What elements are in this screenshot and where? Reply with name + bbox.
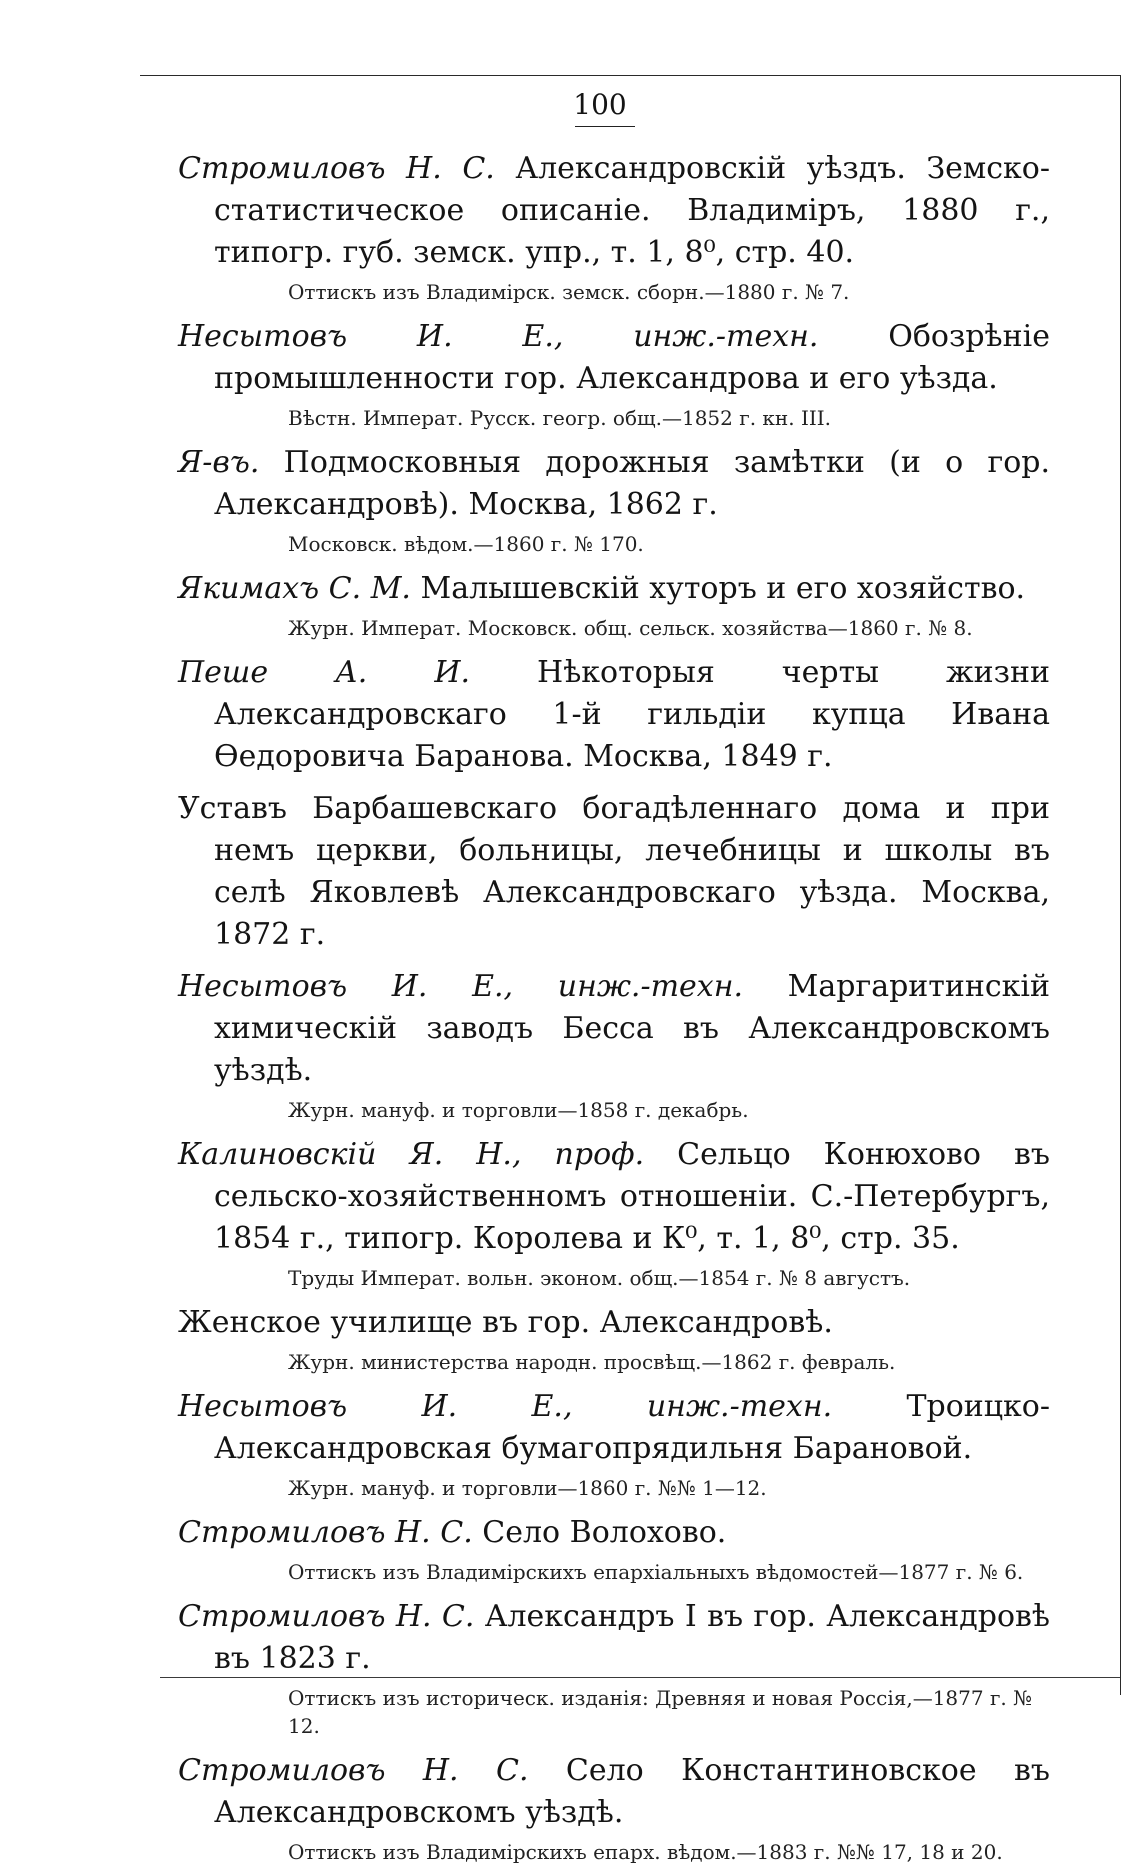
entry-main <box>178 1750 1050 1834</box>
entry-main <box>178 148 1050 274</box>
entry-main <box>178 788 1050 956</box>
entry-source: Журн. Императ. Московск. общ. сельск. хозяйства—1860 г. № 8. <box>288 616 973 640</box>
entry-main <box>178 1302 1050 1344</box>
page-frame-top-rule <box>140 75 1120 76</box>
entry-title: Уставъ Барбашевскаго богадѣленнаго дома и при немъ церкви, больницы, лечебницы и школы въ селѣ Яковлевѣ Александровскаго уѣзда. Москва, 1872 г. <box>178 791 1050 952</box>
entry-main <box>178 1386 1050 1470</box>
entry-title: Село Волохово. <box>472 1515 727 1550</box>
page-frame-right-rule <box>1120 75 1121 1695</box>
entry-source: Оттискъ изъ Владимірскихъ епархіальныхъ вѣдомостей—1877 г. № 6. <box>288 1560 1024 1584</box>
bibliography-entry <box>178 568 1050 642</box>
entry-title: Село Константиновское въ Александровскомъ уѣздѣ. <box>214 1753 1050 1830</box>
bibliography-entry <box>178 1134 1050 1292</box>
entry-title: Нѣкоторыя черты жизни Александровскаго 1-й гильдіи купца Ивана Ѳедоровича Баранова. Москва, 1849 г. <box>214 655 1050 774</box>
entry-source: Оттискъ изъ историческ. изданія: Древняя и новая Россія,—1877 г. № 12. <box>288 1686 1033 1738</box>
bibliography-entry <box>178 966 1050 1124</box>
entry-author: Стромиловъ Н. С. <box>178 151 495 186</box>
entry-main <box>178 442 1050 526</box>
entry-source: Журн. министерства народн. просвѣщ.—1862 г. февраль. <box>288 1350 896 1374</box>
entry-source: Журн. мануф. и торговли—1860 г. №№ 1—12. <box>288 1476 767 1500</box>
entry-main <box>178 1134 1050 1260</box>
entry-source: Оттискъ изъ Владимірскихъ епарх. вѣдом.—1883 г. №№ 17, 18 и 20. <box>288 1840 1003 1864</box>
entry-title: Александръ I въ гор. Александровѣ въ 1823 г. <box>214 1599 1050 1676</box>
bibliography-entry <box>178 148 1050 306</box>
entry-source: Труды Императ. вольн. эконом. общ.—1854 г. № 8 августъ. <box>288 1266 911 1290</box>
entry-title: Женское училище въ гор. Александровѣ. <box>178 1305 833 1340</box>
entry-author: Я-въ. <box>178 445 260 480</box>
entry-main <box>178 1512 1050 1554</box>
entry-title: Подмосковныя дорожныя замѣтки (и о гор. Александровѣ). Москва, 1862 г. <box>214 445 1050 522</box>
entry-main <box>178 652 1050 778</box>
entry-author: Калиновскій Я. Н., <box>178 1137 522 1172</box>
entry-title: Сельцо Конюхово въ сельско-хозяйственномъ отношеніи. С.-Петербургъ, 1854 г., типогр. Королева и К⁰, т. 1, 8⁰, стр. 35. <box>214 1137 1051 1256</box>
entry-title: Троицко-Александровская бумагопрядильня Барановой. <box>214 1389 1051 1466</box>
entry-author: Якимахъ С. М. <box>178 571 411 606</box>
entry-main <box>178 1596 1050 1680</box>
bibliography-entry <box>178 316 1050 432</box>
bibliography-entry <box>178 442 1050 558</box>
entry-author: Стромиловъ Н. С. <box>178 1515 473 1550</box>
bibliography-entry <box>178 1386 1050 1502</box>
entry-title: Маргаритинскій химическій заводъ Бесса въ Александровскомъ уѣздѣ. <box>214 969 1051 1088</box>
entry-title: Обозрѣніе промышленности гор. Александрова и его уѣзда. <box>214 319 1050 396</box>
bibliography-entry <box>178 1596 1050 1740</box>
page-number-rule <box>575 126 635 127</box>
entry-source: Журн. мануф. и торговли—1858 г. декабрь. <box>288 1098 749 1122</box>
entry-role: инж.-техн. <box>572 1389 833 1424</box>
entry-author: Несытовъ И. Е., <box>178 1389 573 1424</box>
entry-author: Несытовъ И. Е., <box>178 319 564 354</box>
entry-main <box>178 316 1050 400</box>
entry-source: Московск. вѣдом.—1860 г. № 170. <box>288 532 644 556</box>
page-number: 100 <box>573 88 627 121</box>
entry-role: инж.-техн. <box>513 969 744 1004</box>
bibliography-entry <box>178 1302 1050 1376</box>
bibliography-list <box>178 148 1050 1876</box>
entry-role: инж.-техн. <box>563 319 819 354</box>
entry-author: Несытовъ И. Е., <box>178 969 514 1004</box>
entry-title: Малышевскій хуторъ и его хозяйство. <box>410 571 1026 606</box>
entry-main <box>178 568 1050 610</box>
entry-source: Вѣстн. Императ. Русск. геогр. общ.—1852 г. кн. III. <box>288 406 832 430</box>
entry-role: проф. <box>521 1137 645 1172</box>
entry-author: Пеше А. И. <box>178 655 471 690</box>
entry-main <box>178 966 1050 1092</box>
entry-source: Оттискъ изъ Владимірск. земск. сборн.—1880 г. № 7. <box>288 280 850 304</box>
bibliography-entry <box>178 1750 1050 1866</box>
entry-author: Стромиловъ Н. С. <box>178 1753 529 1788</box>
bibliography-entry <box>178 1512 1050 1586</box>
bibliography-entry <box>178 652 1050 778</box>
bibliography-entry <box>178 788 1050 956</box>
entry-author: Стромиловъ Н. С. <box>178 1599 475 1634</box>
entry-title: Александровскій уѣздъ. Земско-статистическое описаніе. Владиміръ, 1880 г., типогр. губ. земск. упр., т. 1, 8⁰, стр. 40. <box>214 151 1050 270</box>
